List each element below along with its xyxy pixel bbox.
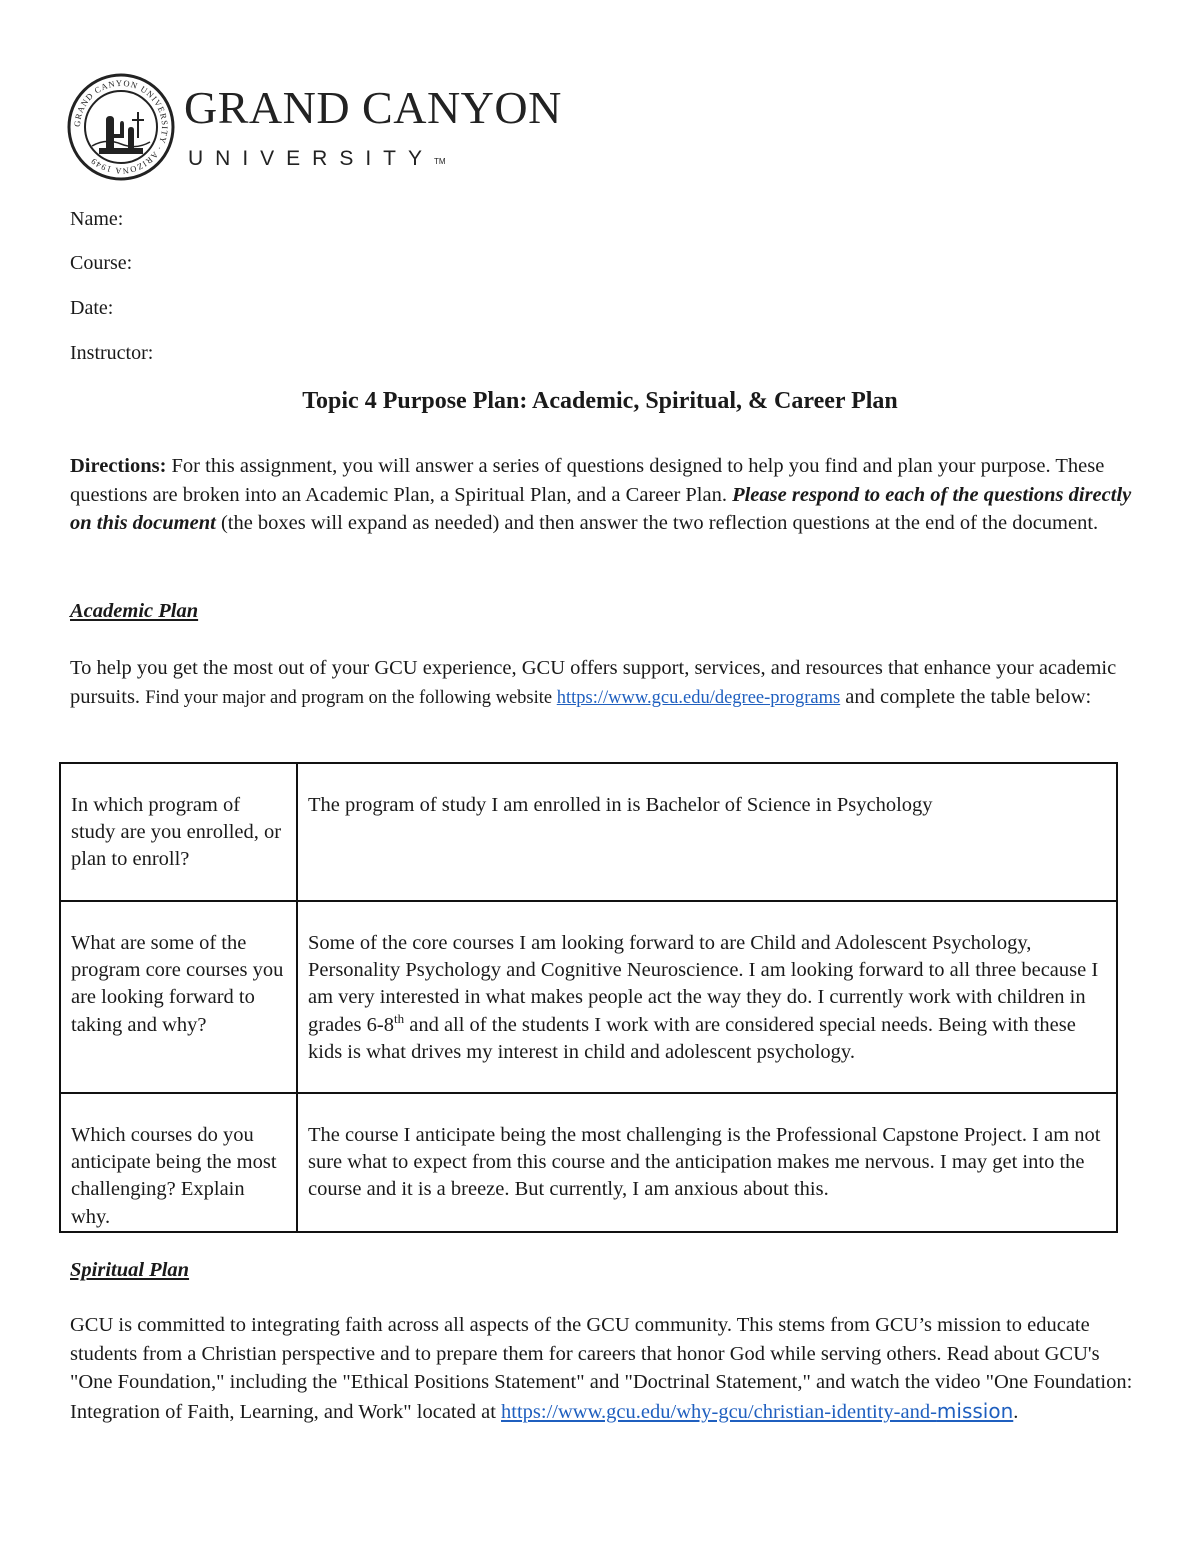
answer-cell[interactable]: Some of the core courses I am looking forward to are Child and Adolescent Psychology, Personality Psychology and Cognitive Neuroscience. I am looking forward to all three because I am very interested in what makes people act the way they do. I currently work with children in grades 6-8th and all of the students I work with are considered special needs. Being with these kids is what drives my interest in child and adolescent psychology. <box>297 901 1117 1093</box>
academic-intro-paragraph: To help you get the most out of your GCU experience, GCU offers support, services, and resources that enhance your academic pursuits. Find your major and program on the following website https://www.gcu.edu/degree-programs and complete the table below: <box>70 657 1117 708</box>
directions-emphasis: Please respond to each of the questions directly on this document <box>70 483 1132 535</box>
directions-label: Directions: <box>70 455 167 477</box>
university-logo <box>66 72 562 184</box>
university-seal-icon <box>66 72 176 182</box>
academic-plan-heading: Academic Plan <box>70 600 199 622</box>
spiritual-plan-heading: Spiritual Plan <box>70 1259 190 1281</box>
christian-identity-link[interactable]: https://www.gcu.edu/why-gcu/christian-identity-and-mission <box>501 1398 1014 1423</box>
table-row <box>60 901 1117 1093</box>
instructor-field-label: Instructor: <box>70 342 154 364</box>
name-field-label: Name: <box>70 208 124 230</box>
page-title: Topic 4 Purpose Plan: Academic, Spiritual, & Career Plan <box>302 388 898 414</box>
logo-wordmark-top: GRAND CANYON <box>184 82 562 133</box>
svg-text:GRAND CANYON UNIVERSITY · ARIZ: GRAND CANYON UNIVERSITY · ARIZONA 1949 <box>71 77 171 177</box>
logo-wordmark-bottom: UNIVERSITY™ <box>188 147 446 170</box>
academic-plan-table <box>59 762 1118 1233</box>
date-field-label: Date: <box>70 297 114 319</box>
spiritual-intro-paragraph: GCU is committed to integrating faith across all aspects of the GCU community. This stems from GCU’s mission to educate students from a Christian perspective and to prepare them for careers that honor God while serving others. Read about GCU's "One Foundation," including the "Ethical Positions Statement" and "Doctrinal Statement," and watch the video "One Foundation: Integration of Faith, Learning, and Work" located at https://www.gcu.edu/why-gcu/christian-identity-and-mission. <box>70 1314 1133 1423</box>
directions-paragraph: Directions: For this assignment, you will answer a series of questions designed to help you find and plan your purpose. These questions are broken into an Academic Plan, a Spiritual Plan, and a Career Plan. Please respond to each of the questions directly on this document (the boxes will expand as needed) and then answer the two reflection questions at the end of the document. <box>70 455 1132 535</box>
table-row <box>60 1093 1117 1232</box>
table-row <box>60 763 1117 901</box>
question-cell: Which courses do you anticipate being the most challenging? Explain why. <box>60 1093 297 1232</box>
answer-cell[interactable]: The course I anticipate being the most challenging is the Professional Capstone Project. I am not sure what to expect from this course and the anticipation makes me nervous. I may get into the course and it is a breeze. But currently, I am anxious about this. <box>297 1093 1117 1232</box>
degree-programs-link[interactable]: https://www.gcu.edu/degree-programs <box>556 687 841 708</box>
answer-cell[interactable]: The program of study I am enrolled in is Bachelor of Science in Psychology <box>297 763 1117 901</box>
course-field-label: Course: <box>70 252 133 274</box>
question-cell: In which program of study are you enrolled, or plan to enroll? <box>60 763 297 901</box>
question-cell: What are some of the program core courses you are looking forward to taking and why? <box>60 901 297 1093</box>
trademark-mark: TM <box>434 157 446 166</box>
